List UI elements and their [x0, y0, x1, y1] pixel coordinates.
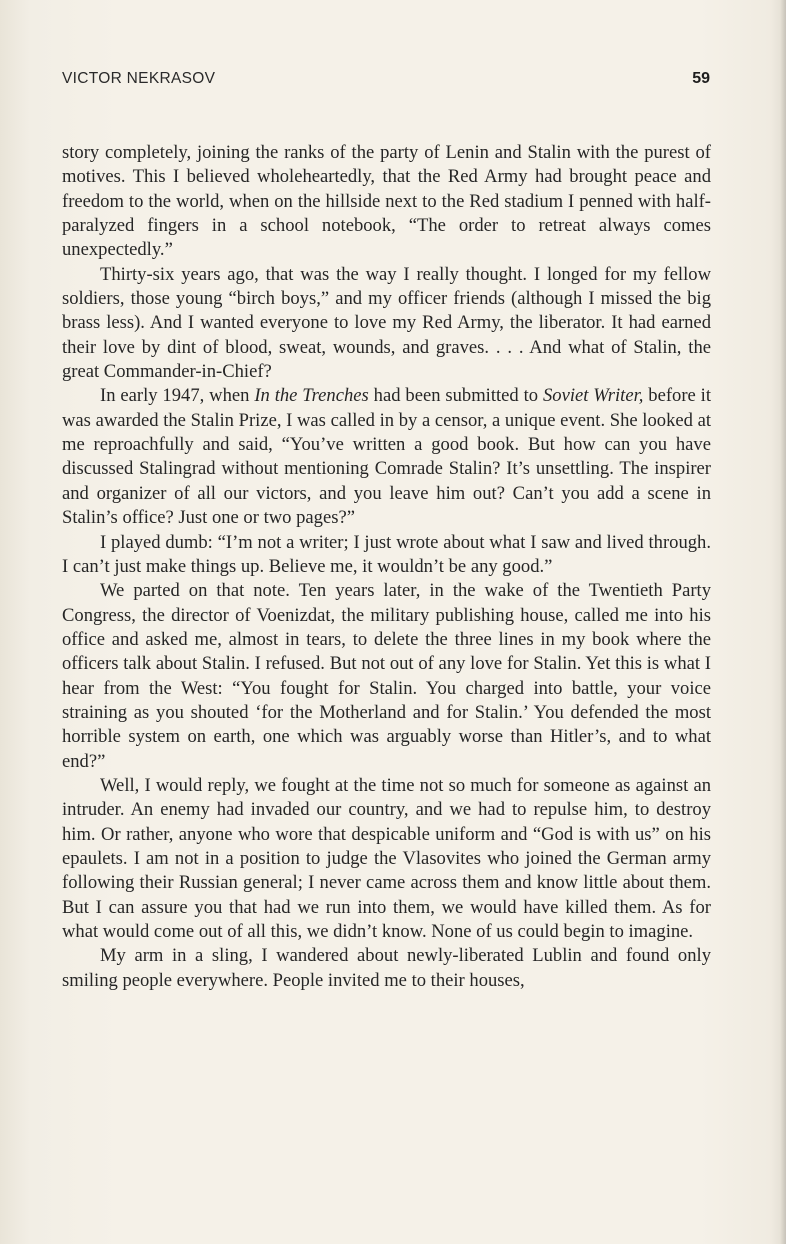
paragraph-2: Thirty-six years ago, that was the way I really thought. I longed for my fellow soldiers, those young “birch boys,” and my officer friends (although I missed the big brass less). And I wanted everyone to love my Red Army, the liberator. It had earned their love by dint of blood, sweat, wounds, and graves. . . . And what of Stalin, the great Commander-in-Chief?: [62, 263, 711, 383]
paragraph-6: Well, I would reply, we fought at the time not so much for someone as against an intruder. An enemy had invaded our country, and we had to repulse him, to destroy him. Or rather, anyone who wore that despicable uniform and “God is with us” on his epaulets. I am not in a position to judge the Vlasovites who joined the German army following their Russian general; I never came across them and know little about them. But I can assure you that had we run into them, we would have killed them. As for what would come out of all this, we didn’t know. None of us could begin to imagine.: [62, 774, 711, 942]
paragraph-1: story completely, joining the ranks of the party of Lenin and Stalin with the purest of motives. This I believed wholeheartedly, that the Red Army had brought peace and freedom to the world, when on the hillside next to the Red stadium I penned with half-paralyzed fingers in a school notebook, “The order to retreat always comes unexpectedly.”: [62, 142, 711, 261]
paragraph-5: We parted on that note. Ten years later, in the wake of the Twentieth Party Congress, the director of Voenizdat, the military publishing house, called me into his office and asked me, almost in tears, to delete the three lines in my book where the officers talk about Stalin. I refused. But not out of any love for Stalin. Yet this is what I hear from the West: “You fought for Stalin. You charged into battle, your voice straining as you shouted ‘for the Motherland and for Stalin.’ You defended the most horrible system on earth, one which was arguably worse than Hitler’s, and to what end?”: [62, 580, 711, 772]
paragraph-3-part-1: In early 1947, when: [100, 385, 255, 407]
paragraph-4: I played dumb: “I’m not a writer; I just wrote about what I saw and lived through. I can’t just make things up. Believe me, it wouldn’t be any good.”: [62, 531, 711, 577]
paragraph-3: [62, 384, 711, 530]
book-title-in-the-trenches: In the Trenches: [254, 385, 369, 407]
running-head-author: VICTOR NEKRASOV: [62, 70, 216, 87]
running-header: [62, 70, 710, 94]
publisher-title-soviet-writer: Soviet Writer,: [542, 385, 644, 407]
page-number: 59: [692, 70, 710, 87]
body-text: [62, 141, 711, 993]
page-edge-shadow: [780, 0, 786, 1244]
paragraph-3-part-3: before it was awarded the Stalin Prize, I was called in by a censor, a unique event. She looked at me reproachfully and said, “You’ve written a good book. But how can you have discussed Stalingrad without mentioning Comrade Stalin? It’s unsettling. The inspirer and organizer of all our victors, and you leave him out? Can’t you add a scene in Stalin’s office? Just one or two pages?”: [62, 385, 712, 529]
paragraph-7: My arm in a sling, I wandered about newly-liberated Lublin and found only smiling people everywhere. People invited me to their houses,: [62, 945, 711, 991]
paragraph-3-part-2: had been submitted to: [368, 385, 543, 407]
